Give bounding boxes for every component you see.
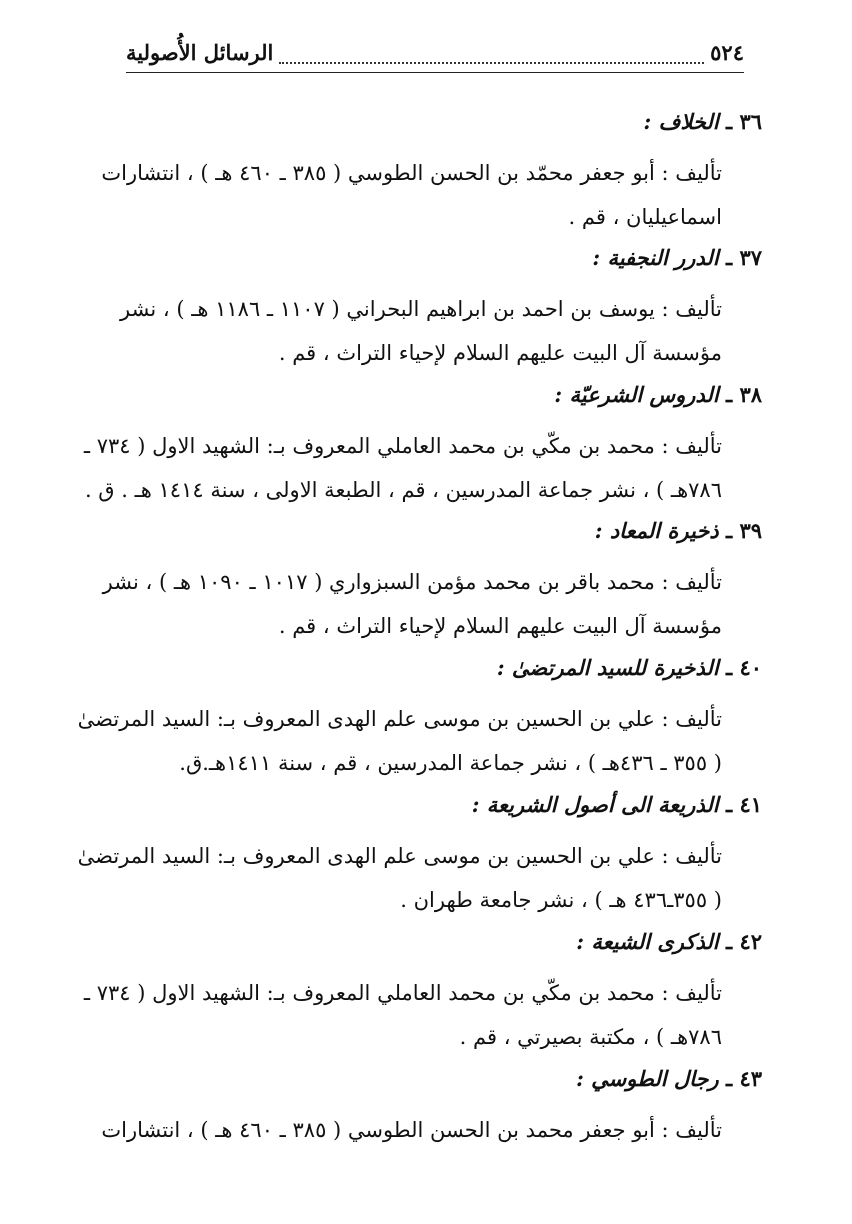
- entry-heading: [92, 653, 762, 683]
- entry-citation: [92, 560, 762, 648]
- entry-heading: [92, 1064, 762, 1094]
- citation-line: تأليف : محمد بن مكّي بن محمد العاملي المعروف بـ: الشهيد الاول ( ٧٣٤ ـ: [83, 981, 722, 1005]
- entry-heading: [92, 380, 762, 410]
- citation-line: مؤسسة آل البيت عليهم السلام لإحياء التراث ، قم .: [278, 341, 722, 365]
- bibliography-entry: [83, 380, 762, 512]
- entry-citation: [92, 151, 762, 239]
- citation-line: ٧٨٦هـ ) ، نشر جماعة المدرسين ، قم ، الطبعة الاولى ، سنة ١٤١٤ هـ . ق .: [84, 478, 722, 502]
- citation-line: تأليف : أبو جعفر محمّد بن الحسن الطوسي ( ٣٨٥ ـ ٤٦٠ هـ ) ، انتشارات: [101, 161, 722, 185]
- citation-line: تأليف : محمد باقر بن محمد مؤمن السبزواري ( ١٠١٧ ـ ١٠٩٠ هـ ) ، نشر: [102, 570, 722, 594]
- entry-title: الذخيرة للسيد المرتضىٰ :: [496, 655, 719, 680]
- page-header: [126, 38, 744, 73]
- entry-title: الخلاف :: [643, 109, 719, 134]
- entry-number: ٣٧ ـ: [725, 245, 762, 270]
- entry-number: ٤٣ ـ: [725, 1066, 762, 1091]
- bibliography-entry: [92, 1064, 762, 1152]
- entry-title: رجال الطوسي :: [576, 1066, 719, 1091]
- entry-citation: [83, 971, 762, 1059]
- entry-heading: [92, 927, 762, 957]
- citation-line: تأليف : أبو جعفر محمد بن الحسن الطوسي ( ٣٨٥ ـ ٤٦٠ هـ ) ، انتشارات: [101, 1118, 722, 1142]
- citation-line: مؤسسة آل البيت عليهم السلام لإحياء التراث ، قم .: [278, 614, 722, 638]
- entry-heading: [92, 243, 762, 273]
- entry-title: الذكرى الشيعة :: [576, 929, 719, 954]
- entry-citation: [92, 287, 762, 375]
- entry-citation: [77, 697, 762, 785]
- bibliography-entry: [92, 107, 762, 239]
- citation-line: تأليف : علي بن الحسين بن موسى علم الهدى المعروف بـ: السيد المرتضىٰ: [77, 707, 722, 731]
- entry-number: ٤٠ ـ: [725, 655, 762, 680]
- entry-title: الذريعة الى أصول الشريعة :: [471, 792, 719, 817]
- page-number: ٥٢٤: [710, 40, 744, 65]
- entry-heading: [92, 107, 762, 137]
- citation-line: ٧٨٦هـ ) ، مكتبة بصيرتي ، قم .: [459, 1025, 722, 1049]
- bibliography-entry: [92, 516, 762, 648]
- entry-title: الدروس الشرعيّة :: [554, 382, 719, 407]
- bibliography-entry: [92, 243, 762, 375]
- bibliography-entry: [83, 927, 762, 1059]
- running-title: الرسائل الأُصولية: [126, 40, 274, 65]
- entry-number: ٣٨ ـ: [725, 382, 762, 407]
- citation-line: تأليف : يوسف بن احمد بن ابراهيم البحراني ( ١١٠٧ ـ ١١٨٦ هـ ) ، نشر: [120, 297, 722, 321]
- citation-line: ( ٣٥٥ ـ ٤٣٦هـ ) ، نشر جماعة المدرسين ، قم ، سنة ١٤١١هـ.ق.: [179, 751, 722, 775]
- entry-citation: [92, 1108, 762, 1152]
- entry-title: الدرر النجفية :: [592, 245, 719, 270]
- entry-title: ذخيرة المعاد :: [594, 518, 719, 543]
- entry-heading: [92, 516, 762, 546]
- bibliography-entry: [77, 790, 762, 922]
- entry-number: ٣٩ ـ: [725, 518, 762, 543]
- bibliography-entry: [77, 653, 762, 785]
- entry-citation: [77, 834, 762, 922]
- entry-heading: [92, 790, 762, 820]
- entry-number: ٤١ ـ: [725, 792, 762, 817]
- entry-citation: [83, 424, 762, 512]
- entry-number: ٣٦ ـ: [725, 109, 762, 134]
- entry-number: ٤٢ ـ: [725, 929, 762, 954]
- citation-line: تأليف : علي بن الحسين بن موسى علم الهدى المعروف بـ: السيد المرتضىٰ: [77, 844, 722, 868]
- citation-line: تأليف : محمد بن مكّي بن محمد العاملي المعروف بـ: الشهيد الاول ( ٧٣٤ ـ: [83, 434, 722, 458]
- citation-line: اسماعيليان ، قم .: [568, 205, 722, 229]
- citation-line: ( ٣٥٥ـ٤٣٦ هـ ) ، نشر جامعة طهران .: [400, 888, 722, 912]
- dot-leader: [279, 41, 704, 64]
